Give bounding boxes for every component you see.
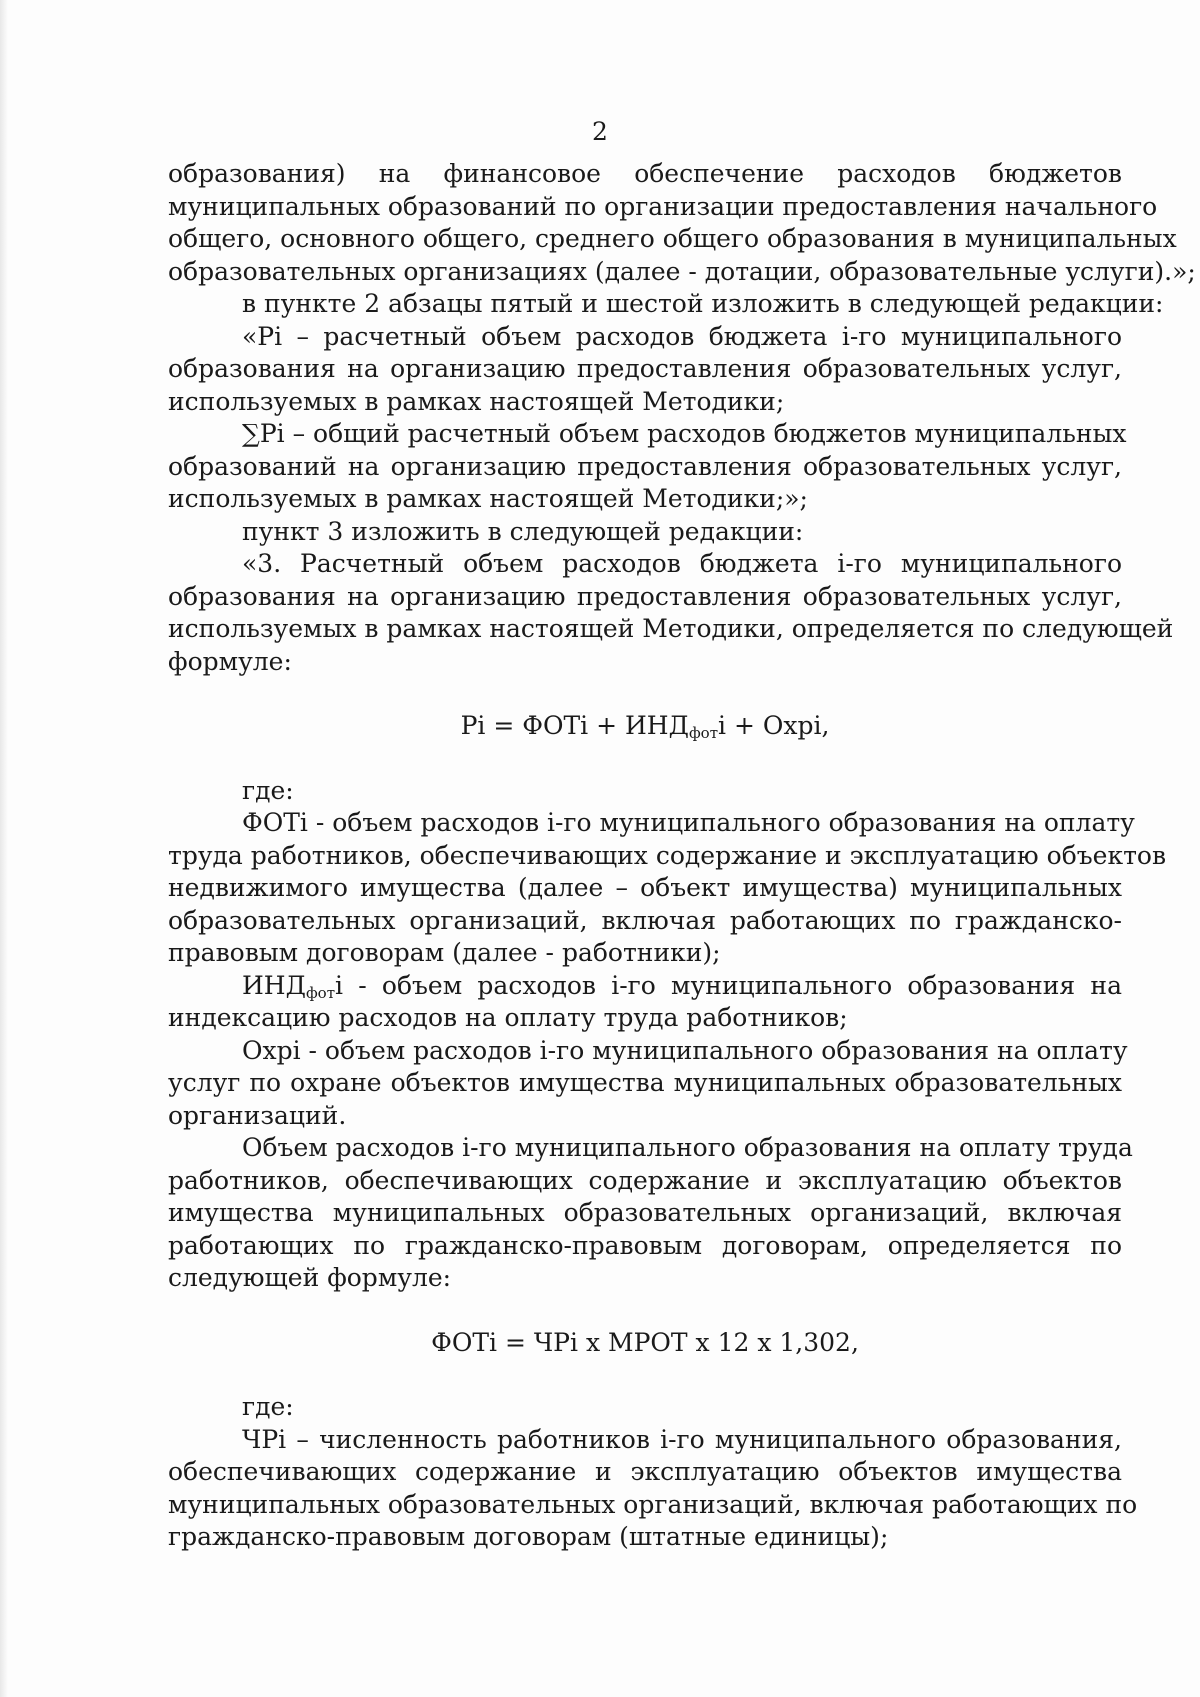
text-line: индексацию расходов на оплату труда работников; xyxy=(168,1003,848,1032)
text-line: в пункте 2 абзацы пятый и шестой изложить в следующей редакции: xyxy=(242,289,1164,318)
text-line: образовательных организациях (далее - дотации, образовательные услуги).»; xyxy=(168,256,1196,286)
text-line: ЧРi – численность работников i-го муниципального образования, xyxy=(242,1424,1122,1454)
text-line: имущества муниципальных образовательных организаций, включая xyxy=(168,1198,1122,1227)
formula-pi-part: i + Охрi, xyxy=(718,711,830,740)
where-label: где: xyxy=(242,775,294,805)
formula-pi-subscript: фот xyxy=(688,724,719,742)
text-line: «3. Расчетный объем расходов бюджета i-го муниципального xyxy=(242,549,1122,578)
text-line: образований на организацию предоставления образовательных услуг, xyxy=(168,451,1122,481)
text-line: «Pi – расчетный объем расходов бюджета i-го муниципального xyxy=(242,321,1122,351)
text-line: образовательных организаций, включая работающих по гражданско- xyxy=(168,905,1122,935)
formula-fot: ФОТi = ЧРi х МРОТ х 12 х 1,302, xyxy=(431,1327,859,1357)
text-line: труда работников, обеспечивающих содержание и эксплуатацию объектов xyxy=(168,840,1167,870)
text-line: ФОТi - объем расходов i-го муниципального образования на оплату xyxy=(242,808,1135,837)
text-line: организаций. xyxy=(168,1100,347,1130)
text-line: образования) на финансовое обеспечение расходов бюджетов xyxy=(168,159,1122,188)
text-line: пункт 3 изложить в следующей редакции: xyxy=(242,516,804,546)
text-line: используемых в рамках настоящей Методики;»; xyxy=(168,484,808,513)
text-line: используемых в рамках настоящей Методики; xyxy=(168,386,785,416)
text-line: недвижимого имущества (далее – объект имущества) муниципальных xyxy=(168,873,1122,902)
ind-subscript: фот xyxy=(305,983,336,1002)
text-line: образования на организацию предоставления образовательных услуг, xyxy=(168,581,1122,611)
text-line: муниципальных образований по организации предоставления начального xyxy=(168,191,1158,221)
text-line: общего, основного общего, среднего общего образования в муниципальных xyxy=(168,224,1177,253)
text-line: образования на организацию предоставления образовательных услуг, xyxy=(168,354,1122,383)
text-line: работающих по гражданско-правовым договорам, определяется по xyxy=(168,1230,1122,1260)
ind-term: ИНД xyxy=(242,970,306,1000)
text-line: формуле: xyxy=(168,646,292,676)
text-line xyxy=(168,970,1122,1003)
text-line: обеспечивающих содержание и эксплуатацию объектов имущества xyxy=(168,1457,1122,1486)
text-line: ∑Pi – общий расчетный объем расходов бюджетов муниципальных xyxy=(242,419,1127,448)
text-line: Охрi - объем расходов i-го муниципального образования на оплату xyxy=(242,1035,1128,1065)
text-line: следующей формуле: xyxy=(168,1263,452,1292)
document-body xyxy=(168,158,1196,1554)
text-line: правовым договорам (далее - работники); xyxy=(168,938,721,967)
text-line: услуг по охране объектов имущества муниципальных образовательных xyxy=(168,1068,1122,1097)
text-line: используемых в рамках настоящей Методики, определяется по следующей xyxy=(168,614,1174,643)
text-line: Объем расходов i-го муниципального образования на оплату труда xyxy=(242,1133,1133,1162)
text-line: работников, обеспечивающих содержание и эксплуатацию объектов xyxy=(168,1165,1122,1195)
scan-edge-shadow xyxy=(0,0,8,1697)
page-number: 2 xyxy=(592,117,608,146)
where-label: где: xyxy=(242,1392,294,1421)
formula-pi xyxy=(168,710,1122,743)
text-line: муниципальных образовательных организаций, включая работающих по xyxy=(168,1489,1138,1519)
formula-pi-part: Pi = ФОТi + ИНД xyxy=(460,711,689,740)
text-line: гражданско-правовым договорам (штатные единицы); xyxy=(168,1522,889,1551)
ind-definition: i - объем расходов i-го муниципального образования на xyxy=(335,970,1122,1000)
